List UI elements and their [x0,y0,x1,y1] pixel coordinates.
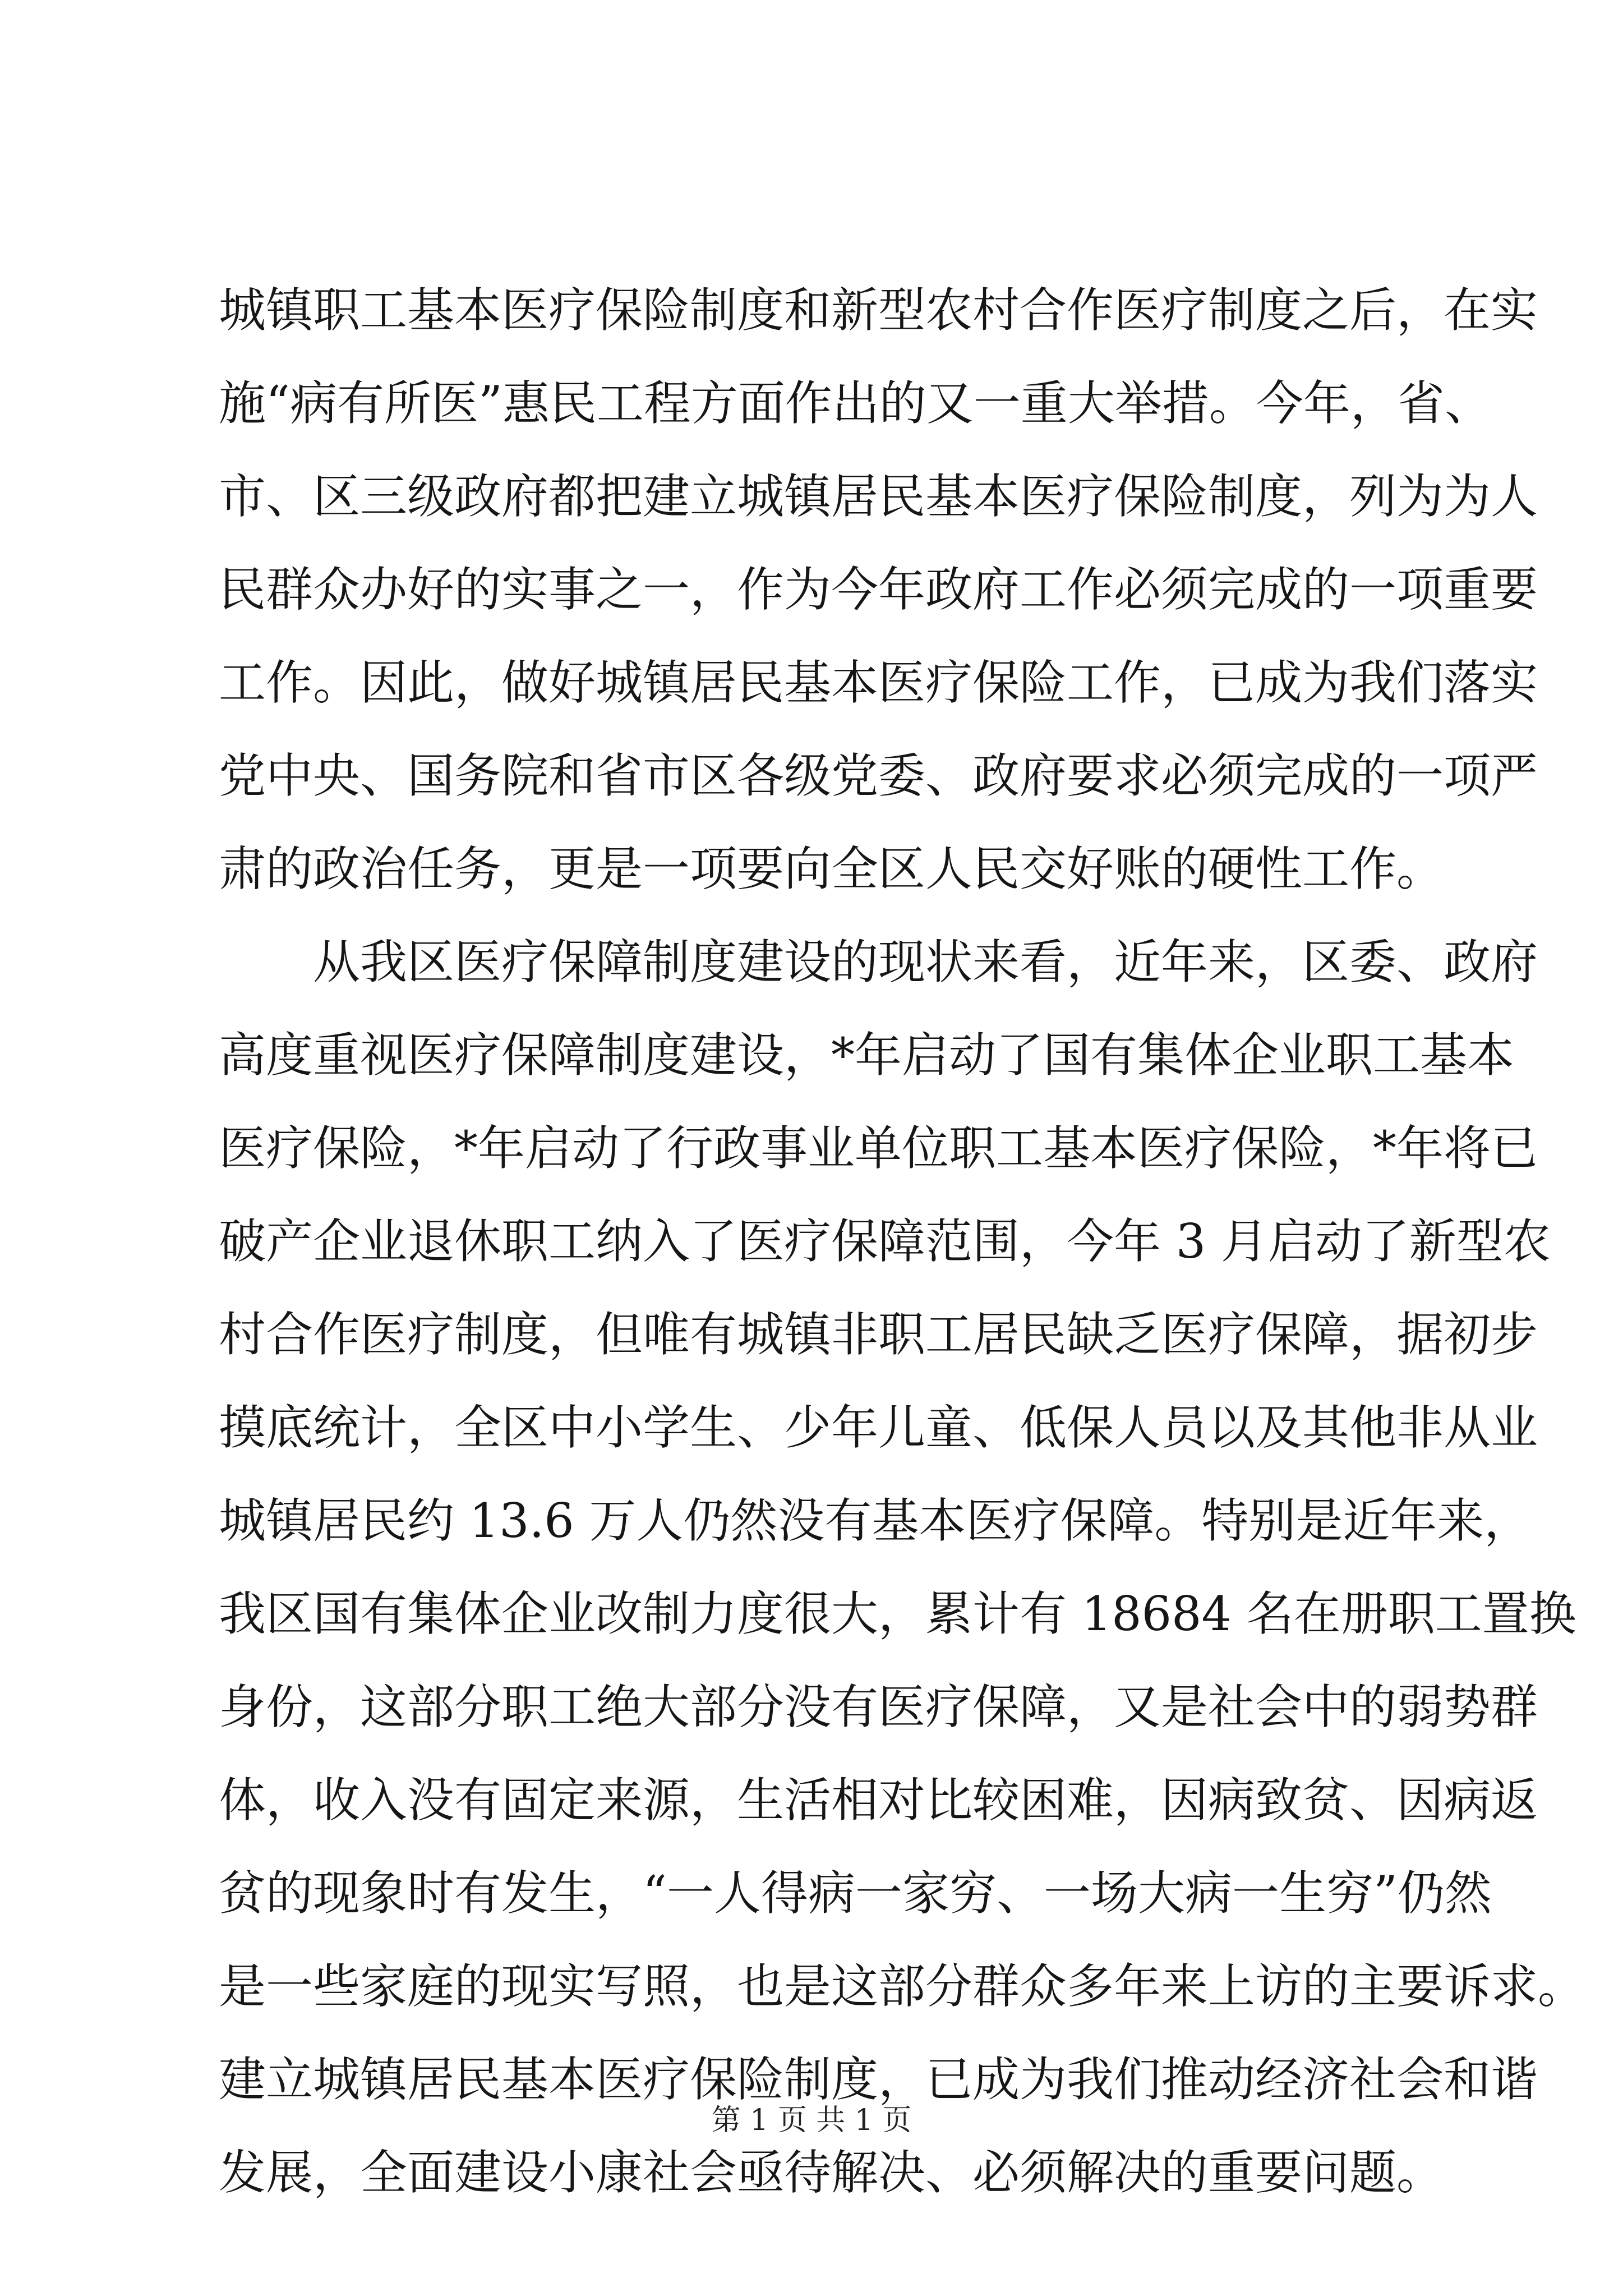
text-line: 城镇居民约 13.6 万人仍然没有基本医疗保障。特别是近年来， [219,1493,1532,1548]
text-line: 市、区三级政府都把建立城镇居民基本医疗保险制度，列为为人 [219,469,1538,524]
text-line: 体，收入没有固定来源，生活相对比较困难，因病致贫、因病返 [219,1773,1538,1828]
text-line: 摸底统计，全区中小学生、少年儿童、低保人员以及其他非从业 [219,1400,1538,1455]
text-line: 贫的现象时有发生，“一人得病一家穷、一场大病一生穷”仍然 [219,1866,1492,1921]
body-text [219,264,1585,2219]
text-line: 施“病有所医”惠民工程方面作出的又一重大举措。今年，省、 [219,376,1492,431]
page-number-footer: 第 1 页 共 1 页 [711,2104,912,2137]
text-line: 我区国有集体企业改制力度很大，累计有 18684 名在册职工置换 [219,1586,1576,1641]
text-line: 民群众办好的实事之一，作为今年政府工作必须完成的一项重要 [219,562,1538,617]
text-line: 肃的政治任务，更是一项要向全区人民交好账的硬性工作。 [219,841,1444,896]
paragraph-first-line: 从我区医疗保障制度建设的现状来看，近年来，区委、政府 [313,935,1538,990]
text-line: 是一些家庭的现实写照，也是这部分群众多年来上访的主要诉求。 [219,1959,1585,2014]
text-line: 村合作医疗制度，但唯有城镇非职工居民缺乏医疗保障，据初步 [219,1307,1538,1362]
text-line: 城镇职工基本医疗保险制度和新型农村合作医疗制度之后，在实 [219,283,1538,338]
text-line: 工作。因此，做好城镇居民基本医疗保险工作，已成为我们落实 [219,655,1538,710]
text-line: 高度重视医疗保障制度建设，*年启动了国有集体企业职工基本 [219,1028,1515,1083]
text-line: 党中央、国务院和省市区各级党委、政府要求必须完成的一项严 [219,748,1538,803]
text-line: 医疗保险，*年启动了行政事业单位职工基本医疗保险，*年将已 [219,1121,1538,1176]
text-line: 身份，这部分职工绝大部分没有医疗保障，又是社会中的弱势群 [219,1680,1538,1734]
text-line: 破产企业退休职工纳入了医疗保障范围，今年 3 月启动了新型农 [219,1214,1551,1269]
text-line: 发展，全面建设小康社会亟待解决、必须解决的重要问题。 [219,2145,1444,2200]
text-line: 建立城镇居民基本医疗保险制度，已成为我们推动经济社会和谐 [219,2052,1538,2107]
